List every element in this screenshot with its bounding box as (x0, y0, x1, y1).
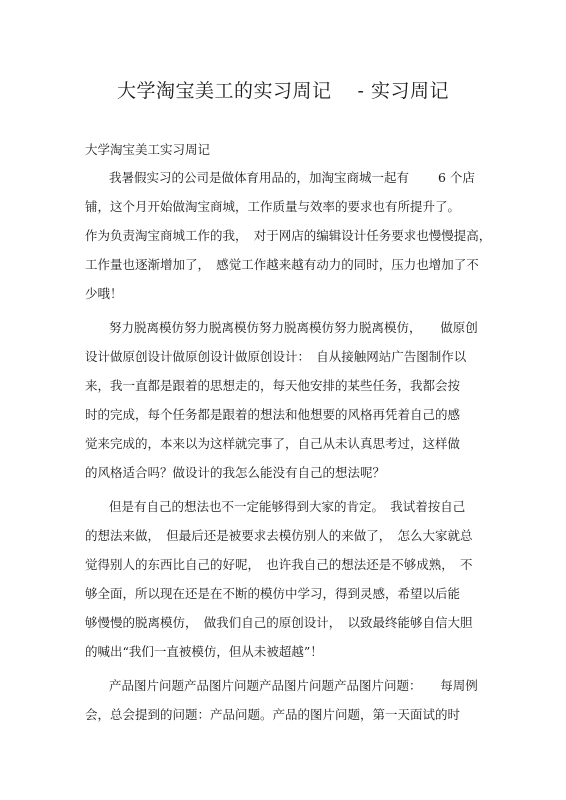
paragraph-line: 的风格适合吗？做设计的我怎么能没有自己的想法呢？ (85, 465, 386, 480)
document-subtitle: 大学淘宝美工实习周记 (85, 142, 211, 157)
paragraph-line: 够慢慢的脱离模仿， 做我们自己的原创设计， 以致最终能够自信大胆 (85, 615, 473, 630)
paragraph-line: 的喊出“我们一直被模仿，但从未被超越”！ (85, 644, 323, 659)
paragraph-line: 作为负责淘宝商城工作的我， 对于网店的编辑设计任务要求也慢慢提高， (85, 228, 492, 243)
paragraph-line: 但是有自己的想法也不一定能够得到大家的肯定。 我试着按自己 (109, 499, 466, 514)
paragraph-line: 够全面，所以现在还是在不断的模仿中学习，得到灵感，希望以后能 (85, 586, 461, 601)
paragraph-line: 我暑假实习的公司是做体育用品的，加淘宝商城一起有 6 个店 (109, 170, 475, 185)
paragraph-line: 的想法来做， 但最后还是被要求去模仿别人的来做了， 怎么大家就总 (85, 528, 473, 543)
paragraph-line: 觉来完成的，本来以为这样就完事了，自己从未认真思考过，这样做 (85, 436, 461, 451)
paragraph-line: 少哦！ (85, 286, 123, 301)
paragraph-line: 产品图片问题产品图片问题产品图片问题产品图片问题： 每周例 (109, 678, 478, 693)
paragraph-line: 时的完成，每个任务都是跟着的想法和他想要的风格再凭着自己的感 (85, 407, 461, 422)
paragraph-line: 觉得别人的东西比自己的好呢， 也许我自己的想法还是不够成熟， 不 (85, 557, 473, 572)
paragraph-line: 工作量也逐渐增加了， 感觉工作越来越有动力的同时，压力也增加了不 (85, 257, 479, 272)
paragraph-line: 会，总会提到的问题：产品问题。产品的图片问题，第一天面试的时 (85, 707, 461, 722)
paragraph-line: 来，我一直都是跟着的思想走的，每天他安排的某些任务，我都会按 (85, 378, 461, 393)
paragraph-line: 努力脱离模仿努力脱离模仿努力脱离模仿努力脱离模仿， 做原创 (109, 320, 478, 335)
paragraph-line: 设计做原创设计做原创设计做原创设计： 自从接触网站广告图制作以 (85, 349, 467, 364)
paragraph-line: 铺，这个月开始做淘宝商城，工作质量与效率的要求也有所提升了。 (85, 199, 461, 214)
document-title: 大学淘宝美工的实习周记 - 实习周记 (117, 80, 449, 102)
